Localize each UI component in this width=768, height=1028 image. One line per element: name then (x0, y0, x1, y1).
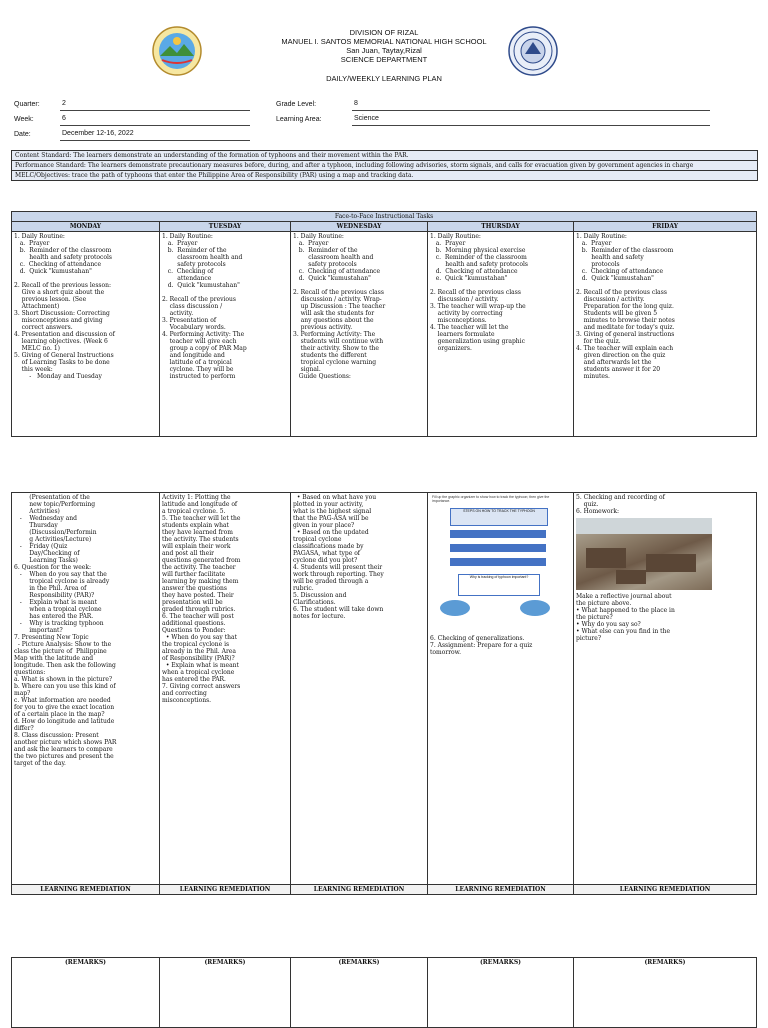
thursday-tasks-part1: 1. Daily Routine: a. Prayer b. Morning physical exercise c. Reminder of the classroom health and safety protocols d. Checking of attendance e. Quick "kumustahan" 2. Recall of the previous class discussion / activity. 3. The teacher will wrap-up the activity by correcting misconceptions. 4. The teacher will let the learners formulate generalization using graphic organizers. (428, 232, 574, 437)
learning-area-field (352, 115, 710, 126)
photo-debris-3 (616, 570, 646, 584)
thursday-tasks-part2 (428, 493, 574, 885)
learning-area-label: Learning Area: (276, 116, 322, 123)
friday-reflective-journal: Make a reflective journal about the picture above. • What happened to the place in the picture? • Why do you say so? • What else can you find in the picture? (576, 593, 675, 642)
day-header-wednesday: WEDNESDAY (291, 222, 428, 232)
quarter-value: 2 (62, 100, 66, 107)
ftf-title: Face-to-Face Instructional Tasks (12, 212, 757, 222)
wednesday-tasks-part1: 1. Daily Routine: a. Prayer b. Reminder of the classroom health and safety protocols c. Checking of attendance d. Quick "kumustahan" 2. Recall of the previous class discussion / activity. Wrap- up Discussion : The teacher will ask the students for any questions about the previous activity. 3. Performing Activity: The students will continue with their activity. Show to the students the different tropical cyclone warning signal. Guide Questions: (291, 232, 428, 437)
wednesday-tasks-part2: • Based on what have you plotted in your activity, what is the highest signal that the PAG-ASA will be given in your place? • Based on the updated tropical cyclone classifications made by PAGASA, what type of cyclone did you plot? 4. Students will present their work through reporting. They will be graded through a rubric. 5. Discussion and Clarifications. 6. The student will take down notes for lecture. (291, 493, 428, 885)
photo-sky (576, 518, 712, 534)
remediation-tuesday: LEARNING REMEDIATION (160, 885, 291, 895)
standards-box (11, 150, 758, 181)
friday-tasks-part1: 1. Daily Routine: a. Prayer b. Reminder of the classroom health and safety protocols c. Checking of attendance d. Quick "kumustahan" 2. Recall of the previous class discussion / activity. Preparation for the long quiz. Students will be given 5 minutes to browse their notes and meditate for today's quiz. 3. Giving of general instructions for the quiz. 4. The teacher will explain each given direction on the quiz and afterwards let the students answer it for 20 minutes. (574, 232, 757, 437)
week-label: Week: (14, 116, 34, 123)
organizer-caption: Fill up the graphic organizer to show how to track the typhoon; then give the importance. (432, 495, 550, 503)
instructional-tasks-table-page1 (11, 211, 757, 437)
school-name: MANUEL I. SANTOS MEMORIAL NATIONAL HIGH SCHOOL (281, 37, 487, 46)
tuesday-tasks-part1: 1. Daily Routine: a. Prayer b. Reminder of the classroom health and safety protocols c. Checking of attendance d. Quick "kumustahan" 2. Recall of the previous class discussion / activity. 3. Presentation of Vocabulary words. 4. Performing Activity: The teacher will give each group a copy of PAR Map and longitude and latitude of a tropical cyclone. They will be instructed to perform (160, 232, 291, 437)
organizer-step-3 (450, 558, 546, 566)
friday-tasks-part2 (574, 493, 757, 885)
plan-title: DAILY/WEEKLY LEARNING PLAN (326, 74, 442, 83)
instructional-tasks-table-page2 (11, 492, 757, 895)
week-field (60, 115, 250, 126)
organizer-cloud-right (520, 600, 550, 616)
division-name: DIVISION OF RIZAL (349, 28, 419, 37)
monday-tasks-part2: (Presentation of the new topic/Performing Activities) - Wednesday and Thursday (Discussion/Performin g Activities/Lecture) - Friday (Quiz Day/Checking of Learning Tasks) 6. Question for the week: - When do you say that the tropical cyclone is already in the Phil. Area of Responsibility (PAR)? - Explain what is meant when a tropical cyclone has entered the PAR. - Why is tracking typhoon important? 7. Presenting New Topic - Picture Analysis: Show to the class the picture of Philippine Map with the latitude and longitude. Then ask the following questions: a. What is shown in the picture? b. Where can you use this kind of map? c. What information are needed for you to give the exact location of a certain place in the map? d. How do longitude and latitude differ? 8. Class discussion: Present another picture which shows PAR and ask the learners to compare the two pictures and present the target of the day. (12, 493, 160, 885)
date-field (60, 130, 250, 141)
remarks-tuesday: (REMARKS) (160, 958, 291, 1028)
plan-metadata (0, 0, 768, 150)
remediation-thursday: LEARNING REMEDIATION (428, 885, 574, 895)
remediation-monday: LEARNING REMEDIATION (12, 885, 160, 895)
remediation-friday: LEARNING REMEDIATION (574, 885, 757, 895)
organizer-step-1 (450, 530, 546, 538)
monday-tasks-part1: 1. Daily Routine: a. Prayer b. Reminder of the classroom health and safety protocols c. Checking of attendance d. Quick "kumustahan" 2. Recall of the previous lesson: Give a short quiz about the previous lesson. (See Attachment) 3. Short Discussion: Correcting misconceptions and giving correct answers. 4. Presentation and discussion of learning objectives. (Week 6 MELC no. 1) 5. Giving of General Instructions of Learning Tasks to be done this week: - Monday and Tuesday (12, 232, 160, 437)
grade-label: Grade Level: (276, 101, 317, 108)
remarks-wednesday: (REMARKS) (291, 958, 428, 1028)
remarks-monday: (REMARKS) (12, 958, 160, 1028)
date-label: Date: (14, 131, 31, 138)
typhoon-damage-photo (576, 518, 712, 590)
thursday-assignment: 6. Checking of generalizations. 7. Assignment: Prepare for a quiz tomorrow. (430, 635, 533, 656)
grade-field (352, 100, 710, 111)
graphic-organizer (430, 494, 566, 629)
grade-value: 8 (354, 100, 358, 107)
remarks-table (11, 957, 757, 1028)
remarks-thursday: (REMARKS) (428, 958, 574, 1028)
day-header-thursday: THURSDAY (428, 222, 574, 232)
photo-debris-1 (586, 548, 626, 568)
quarter-label: Quarter: (14, 101, 40, 108)
friday-homework-heading: 5. Checking and recording of quiz. 6. Homework: (576, 494, 665, 515)
organizer-steps-box: STEPS ON HOW TO TRACK THE TYPHOON (450, 508, 548, 526)
school-address: San Juan, Taytay,Rizal (346, 46, 422, 55)
day-header-tuesday: TUESDAY (160, 222, 291, 232)
tuesday-tasks-part2: Activity 1: Plotting the latitude and longitude of a tropical cyclone. 5. 5. The teacher will let the students explain what they have learned from the activity. The students will explain their work and post all their questions generated from the activity. The teacher will further facilitate learning by making them answer the questions they have posted. Their presentation will be graded through rubrics. 6. The teacher will post additional questions. Questions to Ponder: • When do you say that the tropical cyclone is already in the Phil. Area of Responsibility (PAR)? • Explain what is meant when a tropical cyclone has entered the PAR. 7. Giving correct answers and correcting misconceptions. (160, 493, 291, 885)
organizer-question-box: Why is tracking of typhoon important? (458, 574, 540, 596)
remarks-friday: (REMARKS) (574, 958, 757, 1028)
week-value: 6 (62, 115, 66, 122)
melc-objectives: MELC/Objectives: trace the path of typhoons that enter the Philippine Area of Responsibility (PAR) using a map and tracking data. (12, 171, 757, 180)
remediation-wednesday: LEARNING REMEDIATION (291, 885, 428, 895)
photo-debris-2 (646, 554, 696, 572)
day-header-monday: MONDAY (12, 222, 160, 232)
learning-area-value: Science (354, 115, 379, 122)
day-header-friday: FRIDAY (574, 222, 757, 232)
quarter-field (60, 100, 250, 111)
content-standard: Content Standard: The learners demonstrate an understanding of the formation of typhoons and their movement within the PAR. (12, 151, 757, 161)
department-name: SCIENCE DEPARTMENT (340, 55, 428, 64)
performance-standard: Performance Standard: The learners demonstrate precautionary measures before, during, and after a typhoon, including following advisories, storm signals, and calls for evacuation given by government agencies in charge (12, 161, 757, 171)
organizer-cloud-left (440, 600, 470, 616)
date-value: December 12-16, 2022 (62, 130, 134, 137)
organizer-step-2 (450, 544, 546, 552)
